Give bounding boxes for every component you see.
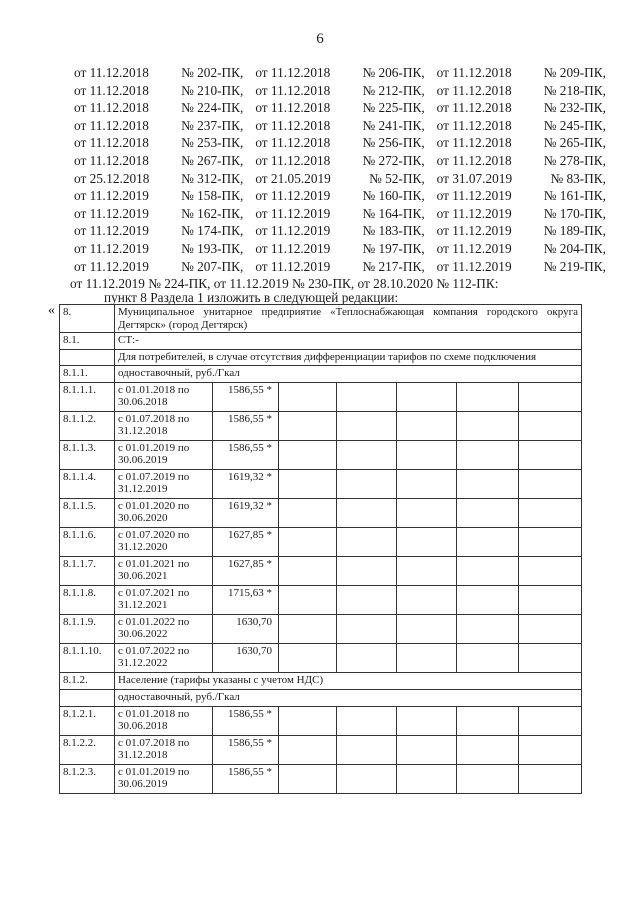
table-row-group1 xyxy=(60,365,582,382)
period-cell: с 01.07.2022 по 31.12.2022 xyxy=(115,643,213,672)
empty-cell xyxy=(279,556,337,585)
empty-cell xyxy=(337,440,397,469)
empty-cell xyxy=(279,382,337,411)
empty-cell xyxy=(457,614,519,643)
empty-cell xyxy=(457,469,519,498)
empty-cell xyxy=(457,411,519,440)
reference-line xyxy=(74,82,606,100)
reference-date: от 11.12.2019 xyxy=(436,205,512,221)
empty-cell xyxy=(519,643,582,672)
reference-line xyxy=(74,152,606,170)
row-number: 8.1.2. xyxy=(60,672,115,689)
empty-cell xyxy=(519,556,582,585)
empty-cell xyxy=(457,764,519,793)
reference-number: № 52-ПК, xyxy=(369,170,425,186)
tariff-value: 1586,55 * xyxy=(213,440,279,469)
table-row xyxy=(60,643,582,672)
empty-cell xyxy=(279,614,337,643)
table-row xyxy=(60,614,582,643)
reference-entry xyxy=(437,134,606,152)
reference-number: № 170-ПК, xyxy=(543,205,606,221)
reference-entry xyxy=(255,117,436,135)
opening-quote-mark: « xyxy=(48,303,55,318)
reference-line xyxy=(74,64,606,82)
reference-number: № 218-ПК, xyxy=(543,82,606,98)
empty-cell xyxy=(519,411,582,440)
reference-entry xyxy=(255,99,436,117)
reference-entry xyxy=(255,240,436,258)
empty-cell xyxy=(519,469,582,498)
reference-line xyxy=(74,99,606,117)
tariff-value: 1715,63 * xyxy=(213,585,279,614)
reference-entry xyxy=(437,82,606,100)
reference-date: от 11.12.2019 xyxy=(255,205,331,221)
page-number: 6 xyxy=(316,31,324,47)
reference-date: от 11.12.2018 xyxy=(436,152,512,168)
reference-date: от 11.12.2019 xyxy=(74,188,149,204)
reference-number: № 256-ПК, xyxy=(362,135,425,151)
references-paragraph xyxy=(70,64,606,291)
empty-cell xyxy=(337,614,397,643)
row-number: 8.1.1.4. xyxy=(60,469,115,498)
empty-cell xyxy=(337,585,397,614)
period-cell: с 01.01.2019 по 30.06.2019 xyxy=(115,764,213,793)
reference-entry xyxy=(255,170,436,188)
table-row-group2 xyxy=(60,672,582,689)
table-row xyxy=(60,440,582,469)
empty-cell xyxy=(519,585,582,614)
group-label: одноставочный, руб./Гкал xyxy=(115,689,582,706)
row-number: 8.1.1.1. xyxy=(60,382,115,411)
row-number: 8.1.2.3. xyxy=(60,764,115,793)
row-number: 8.1.1.7. xyxy=(60,556,115,585)
reference-date: от 11.12.2018 xyxy=(74,152,149,168)
row-number: 8.1.1.2. xyxy=(60,411,115,440)
reference-entry xyxy=(255,258,436,276)
reference-entry xyxy=(255,222,436,240)
reference-date: от 11.12.2018 xyxy=(74,135,149,151)
reference-number: № 193-ПК, xyxy=(181,240,244,256)
reference-entry xyxy=(255,82,436,100)
reference-number: № 212-ПК, xyxy=(362,82,425,98)
references-last-line: от 11.12.2019 № 224-ПК, от 11.12.2019 № 230-ПК, от 28.10.2020 № 112-ПК: xyxy=(70,276,499,291)
empty-cell xyxy=(397,469,457,498)
reference-date: от 11.12.2018 xyxy=(255,82,331,98)
reference-date: от 11.12.2019 xyxy=(74,258,149,274)
reference-date: от 11.12.2018 xyxy=(436,117,512,133)
reference-date: от 11.12.2018 xyxy=(74,82,149,98)
reference-date: от 31.07.2019 xyxy=(436,170,513,186)
empty-cell xyxy=(279,585,337,614)
tariff-value: 1630,70 xyxy=(213,614,279,643)
reference-entry xyxy=(255,205,436,223)
empty-cell xyxy=(457,382,519,411)
reference-date: от 21.05.2019 xyxy=(255,170,331,186)
empty-cell xyxy=(397,706,457,735)
reference-number: № 267-ПК, xyxy=(181,152,244,168)
empty-cell xyxy=(397,411,457,440)
reference-date: от 11.12.2018 xyxy=(74,65,149,80)
organization-name: Муниципальное унитарное предприятие «Теплоснабжающая компания городского округа Дегтярск» (город Дегтярск) xyxy=(115,305,582,333)
table-row xyxy=(60,411,582,440)
reference-date: от 11.12.2019 xyxy=(255,240,331,256)
empty-cell xyxy=(397,382,457,411)
reference-date: от 11.12.2019 xyxy=(436,258,512,274)
reference-number: № 237-ПК, xyxy=(181,117,244,133)
empty-cell xyxy=(457,527,519,556)
reference-number: № 197-ПК, xyxy=(362,240,425,256)
empty-cell xyxy=(397,643,457,672)
empty-cell xyxy=(337,764,397,793)
row-number: 8.1.1.3. xyxy=(60,440,115,469)
empty-cell xyxy=(457,735,519,764)
reference-date: от 11.12.2018 xyxy=(255,152,331,168)
reference-date: от 11.12.2019 xyxy=(436,188,512,204)
empty-cell xyxy=(519,764,582,793)
row-number: 8. xyxy=(60,305,115,333)
table-row xyxy=(60,382,582,411)
reference-number: № 189-ПК, xyxy=(543,223,606,239)
reference-date: от 11.12.2019 xyxy=(436,240,512,256)
tariff-value: 1586,55 * xyxy=(213,411,279,440)
reference-number: № 209-ПК, xyxy=(543,65,606,80)
empty-cell xyxy=(397,498,457,527)
consumers-note: Для потребителей, в случае отсутствия дифференциации тарифов по схеме подключения xyxy=(115,350,582,366)
reference-date: от 11.12.2018 xyxy=(74,100,149,116)
empty-cell xyxy=(337,469,397,498)
tariff-value: 1619,32 * xyxy=(213,498,279,527)
reference-date: от 11.12.2018 xyxy=(436,82,512,98)
period-cell: с 01.01.2020 по 30.06.2020 xyxy=(115,498,213,527)
reference-line xyxy=(74,187,606,205)
tariff-value: 1586,55 * xyxy=(213,735,279,764)
tariff-table xyxy=(59,304,582,794)
reference-number: № 225-ПК, xyxy=(362,100,425,116)
row-number: 8.1.2.2. xyxy=(60,735,115,764)
reference-date: от 11.12.2018 xyxy=(255,135,331,151)
empty-cell xyxy=(457,643,519,672)
table-row xyxy=(60,527,582,556)
table-row xyxy=(60,469,582,498)
table-row xyxy=(60,585,582,614)
empty-cell xyxy=(337,411,397,440)
empty-cell xyxy=(397,556,457,585)
empty-cell xyxy=(279,527,337,556)
row-number: 8.1.1.9. xyxy=(60,614,115,643)
reference-number: № 224-ПК, xyxy=(181,100,244,116)
period-cell: с 01.07.2018 по 31.12.2018 xyxy=(115,411,213,440)
reference-number: № 204-ПК, xyxy=(543,240,606,256)
reference-date: от 11.12.2019 xyxy=(74,205,149,221)
reference-date: от 11.12.2018 xyxy=(255,100,331,116)
reference-date: от 11.12.2019 xyxy=(74,223,149,239)
row-number: 8.1.2.1. xyxy=(60,706,115,735)
reference-date: от 25.12.2018 xyxy=(74,170,150,186)
empty-cell xyxy=(457,440,519,469)
empty-cell xyxy=(397,440,457,469)
reference-entry xyxy=(437,152,606,170)
reference-number: № 278-ПК, xyxy=(543,152,606,168)
reference-date: от 11.12.2018 xyxy=(74,117,149,133)
empty-cell xyxy=(519,614,582,643)
reference-entry xyxy=(255,152,436,170)
empty-cell xyxy=(397,614,457,643)
reference-number: № 272-ПК, xyxy=(362,152,425,168)
table-row xyxy=(60,556,582,585)
period-cell: с 01.01.2022 по 30.06.2022 xyxy=(115,614,213,643)
reference-entry xyxy=(437,117,606,135)
reference-number: № 206-ПК, xyxy=(362,65,425,80)
reference-number: № 174-ПК, xyxy=(181,223,244,239)
reference-number: № 265-ПК, xyxy=(543,135,606,151)
reference-date: от 11.12.2018 xyxy=(436,135,512,151)
reference-date: от 11.12.2019 xyxy=(74,240,149,256)
empty-cell xyxy=(279,735,337,764)
reference-line xyxy=(74,258,606,276)
tariff-value: 1586,55 * xyxy=(213,706,279,735)
empty-cell xyxy=(457,556,519,585)
empty-cell xyxy=(337,706,397,735)
reference-number: № 210-ПК, xyxy=(181,82,244,98)
period-cell: с 01.07.2021 по 31.12.2021 xyxy=(115,585,213,614)
period-cell: с 01.07.2018 по 31.12.2018 xyxy=(115,735,213,764)
empty-cell xyxy=(337,498,397,527)
empty-cell xyxy=(337,382,397,411)
empty-cell xyxy=(337,735,397,764)
table-row-group2-sub xyxy=(60,689,582,706)
empty-cell xyxy=(279,643,337,672)
reference-entry xyxy=(74,187,255,205)
table-row-note xyxy=(60,350,582,366)
period-cell: с 01.07.2019 по 31.12.2019 xyxy=(115,469,213,498)
empty-cell xyxy=(279,469,337,498)
empty-cell xyxy=(397,527,457,556)
empty-cell xyxy=(457,706,519,735)
group-label: одноставочный, руб./Гкал xyxy=(115,365,582,382)
reference-entry xyxy=(437,99,606,117)
reference-number: № 164-ПК, xyxy=(362,205,425,221)
row-number: 8.1.1.10. xyxy=(60,643,115,672)
reference-entry xyxy=(74,258,255,276)
tariff-value: 1627,85 * xyxy=(213,527,279,556)
empty-cell xyxy=(60,350,115,366)
intro-sentence: пункт 8 Раздела 1 изложить в следующей редакции: xyxy=(104,290,399,305)
reference-entry xyxy=(74,222,255,240)
empty-cell xyxy=(519,706,582,735)
reference-date: от 11.12.2019 xyxy=(255,188,331,204)
reference-entry xyxy=(437,258,606,276)
reference-number: № 162-ПК, xyxy=(181,205,244,221)
empty-cell xyxy=(279,764,337,793)
reference-entry xyxy=(437,187,606,205)
reference-entry xyxy=(255,64,436,82)
empty-cell xyxy=(519,440,582,469)
period-cell: с 01.01.2018 по 30.06.2018 xyxy=(115,706,213,735)
row-number: 8.1.1.5. xyxy=(60,498,115,527)
table-row xyxy=(60,498,582,527)
tariff-value: 1586,55 * xyxy=(213,764,279,793)
reference-number: № 183-ПК, xyxy=(362,223,425,239)
empty-cell xyxy=(457,585,519,614)
reference-number: № 202-ПК, xyxy=(181,65,244,80)
reference-date: от 11.12.2019 xyxy=(255,258,331,274)
row-number: 8.1.1. xyxy=(60,365,115,382)
empty-cell xyxy=(279,440,337,469)
reference-entry xyxy=(437,205,606,223)
table-row xyxy=(60,764,582,793)
row-number: 8.1.1.6. xyxy=(60,527,115,556)
empty-cell xyxy=(279,498,337,527)
reference-entry xyxy=(74,240,255,258)
empty-cell xyxy=(519,735,582,764)
period-cell: с 01.01.2019 по 30.06.2019 xyxy=(115,440,213,469)
sub-label: СТ:- xyxy=(115,333,582,350)
empty-cell xyxy=(279,706,337,735)
reference-entry xyxy=(74,82,255,100)
reference-number: № 207-ПК, xyxy=(181,258,244,274)
empty-cell xyxy=(397,735,457,764)
reference-entry xyxy=(74,99,255,117)
reference-date: от 11.12.2018 xyxy=(436,100,512,116)
empty-cell xyxy=(519,498,582,527)
reference-number: № 219-ПК, xyxy=(543,258,606,274)
reference-line xyxy=(74,134,606,152)
reference-entry xyxy=(437,240,606,258)
reference-number: № 217-ПК, xyxy=(362,258,425,274)
reference-line xyxy=(74,170,606,188)
reference-number: № 161-ПК, xyxy=(543,188,606,204)
empty-cell xyxy=(457,498,519,527)
reference-number: № 83-ПК, xyxy=(550,170,606,186)
table-row xyxy=(60,735,582,764)
row-number: 8.1.1.8. xyxy=(60,585,115,614)
empty-cell xyxy=(337,527,397,556)
reference-number: № 158-ПК, xyxy=(181,188,244,204)
reference-number: № 232-ПК, xyxy=(543,100,606,116)
reference-entry xyxy=(437,222,606,240)
empty-cell xyxy=(337,643,397,672)
empty-cell xyxy=(60,689,115,706)
reference-number: № 312-ПК, xyxy=(181,170,244,186)
tariff-value: 1586,55 * xyxy=(213,382,279,411)
empty-cell xyxy=(279,411,337,440)
reference-date: от 11.12.2018 xyxy=(436,65,512,80)
reference-date: от 11.12.2018 xyxy=(255,65,331,80)
reference-date: от 11.12.2018 xyxy=(255,117,331,133)
reference-line xyxy=(74,222,606,240)
reference-entry xyxy=(74,152,255,170)
reference-number: № 245-ПК, xyxy=(543,117,606,133)
empty-cell xyxy=(519,382,582,411)
period-cell: с 01.07.2020 по 31.12.2020 xyxy=(115,527,213,556)
tariff-value: 1619,32 * xyxy=(213,469,279,498)
empty-cell xyxy=(519,527,582,556)
reference-date: от 11.12.2019 xyxy=(436,223,512,239)
reference-number: № 253-ПК, xyxy=(181,135,244,151)
reference-entry xyxy=(255,134,436,152)
period-cell: с 01.01.2021 по 30.06.2021 xyxy=(115,556,213,585)
reference-entry xyxy=(437,170,606,188)
empty-cell xyxy=(397,585,457,614)
period-cell: с 01.01.2018 по 30.06.2018 xyxy=(115,382,213,411)
empty-cell xyxy=(337,556,397,585)
group-label: Население (тарифы указаны с учетом НДС) xyxy=(115,672,582,689)
table-row-org xyxy=(60,305,582,333)
reference-number: № 160-ПК, xyxy=(362,188,425,204)
tariff-value: 1630,70 xyxy=(213,643,279,672)
row-number: 8.1. xyxy=(60,333,115,350)
reference-entry xyxy=(255,187,436,205)
reference-number: № 241-ПК, xyxy=(362,117,425,133)
reference-line xyxy=(74,117,606,135)
reference-entry xyxy=(74,134,255,152)
reference-line xyxy=(74,205,606,223)
table-row-sub xyxy=(60,333,582,350)
reference-entry xyxy=(74,64,255,82)
reference-entry xyxy=(74,170,255,188)
empty-cell xyxy=(397,764,457,793)
table-row xyxy=(60,706,582,735)
reference-entry xyxy=(74,205,255,223)
reference-entry xyxy=(437,64,606,82)
reference-line xyxy=(74,240,606,258)
tariff-value: 1627,85 * xyxy=(213,556,279,585)
reference-date: от 11.12.2019 xyxy=(255,223,331,239)
reference-entry xyxy=(74,117,255,135)
